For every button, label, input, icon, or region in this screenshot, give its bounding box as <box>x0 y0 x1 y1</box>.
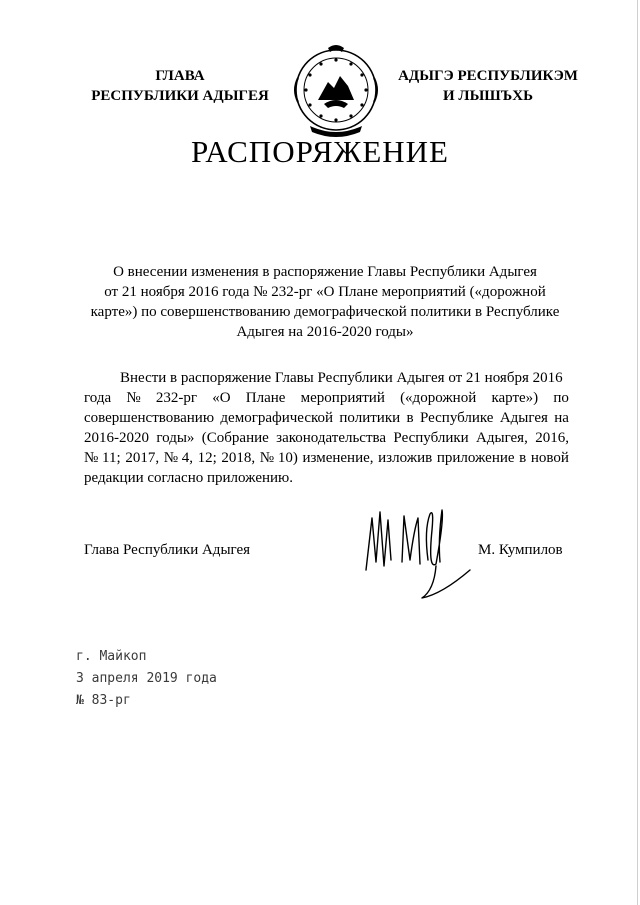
document-body <box>84 368 569 488</box>
body-word: Республики <box>393 430 469 446</box>
body-word: демографической <box>220 410 334 426</box>
header-right <box>388 66 588 106</box>
header-right-line2: И ЛЫШЪХЬ <box>442 88 534 104</box>
document-subject <box>80 262 570 342</box>
body-word: новой <box>530 450 569 466</box>
body-word: № 10) <box>259 450 298 466</box>
body-word: годы» <box>156 430 195 446</box>
subject-line: О внесении изменения в распоряжение Главы Республики Адыгея <box>113 264 537 280</box>
header-right-line1: АДЫГЭ РЕСПУБЛИКЭМ <box>398 68 578 84</box>
body-word: № 11; <box>84 450 121 466</box>
body-word: Плане <box>245 390 286 406</box>
body-word: приложение <box>436 450 515 466</box>
stamp-city: г. Майкоп <box>76 649 147 664</box>
body-word: 2017, <box>125 450 160 466</box>
subject-line: Адыгея на 2016-2020 годы» <box>236 324 414 340</box>
body-word: № 4, <box>163 450 193 466</box>
body-word: на <box>554 410 569 426</box>
body-line <box>84 388 569 408</box>
body-word: 232-рг <box>155 390 198 406</box>
body-line: Внести в распоряжение Главы Республики Адыгея от 21 ноября 2016 <box>120 370 563 386</box>
body-word: 12; <box>197 450 217 466</box>
body-word: 2016, <box>535 430 569 446</box>
signatory-role: Глава Республики Адыгея <box>84 542 251 558</box>
stamp-number: № 83-рг <box>76 693 131 708</box>
body-word: 2018, <box>221 450 256 466</box>
body-word: по <box>553 390 569 406</box>
body-word: № <box>126 390 141 406</box>
signatory-name: М. Кумпилов <box>478 542 563 558</box>
body-word: (Собрание <box>201 430 269 446</box>
body-line <box>84 428 569 448</box>
document-title: РАСПОРЯЖЕНИЕ <box>191 134 449 169</box>
body-word: 2016-2020 <box>84 430 149 446</box>
handwritten-signature <box>358 500 478 610</box>
body-word: карте») <box>491 390 539 406</box>
registration-stamp <box>76 646 217 712</box>
body-word: в <box>519 450 527 466</box>
body-word: «О <box>212 390 231 406</box>
body-word: года <box>84 390 112 406</box>
body-word: в <box>406 410 414 426</box>
body-line: редакции согласно приложению. <box>84 470 293 486</box>
body-word: («дорожной <box>400 390 477 406</box>
body-word: Адыгея, <box>476 430 528 446</box>
body-word: законодательства <box>276 430 387 446</box>
body-word: мероприятий <box>300 390 385 406</box>
body-word: Адыгея <box>499 410 548 426</box>
body-line <box>84 448 569 468</box>
subject-line: карте») по совершенствованию демографической политики в Республике <box>90 304 560 320</box>
body-word: политики <box>339 410 401 426</box>
body-word: совершенствованию <box>84 410 215 426</box>
body-word: изменение, <box>302 450 374 466</box>
body-line <box>84 408 569 428</box>
subject-line: от 21 ноября 2016 года № 232-рг «О Плане мероприятий («дорожной <box>104 284 546 300</box>
header-left-line1: ГЛАВА <box>155 68 205 84</box>
header-left <box>70 66 290 106</box>
body-word: изложив <box>378 450 433 466</box>
stamp-date: 3 апреля 2019 года <box>76 671 217 686</box>
coat-of-arms-icon <box>288 38 384 142</box>
header-left-line2: РЕСПУБЛИКИ АДЫГЕЯ <box>91 88 269 104</box>
body-word: Республике <box>419 410 494 426</box>
